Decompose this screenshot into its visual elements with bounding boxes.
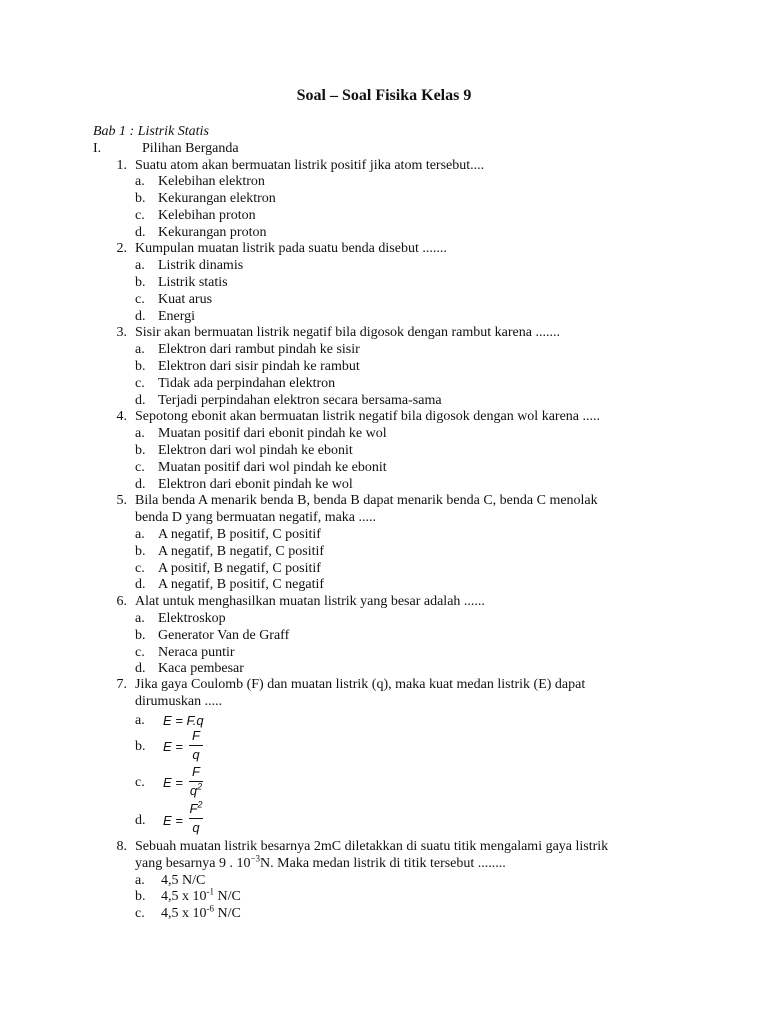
option-text: A positif, B negatif, C positif — [158, 560, 321, 576]
question-number: 1. — [116, 157, 127, 173]
option-text — [161, 886, 681, 906]
text-part: N/C — [214, 889, 241, 905]
denominator: q — [192, 819, 200, 835]
section-label: Pilihan Berganda — [142, 141, 239, 156]
option-label: b. — [135, 275, 146, 291]
option-label: c. — [135, 459, 145, 475]
option-text: Elektroskop — [158, 611, 226, 627]
exponent: 2 — [197, 781, 203, 792]
option-item — [0, 477, 768, 494]
option-item — [0, 292, 768, 309]
option-item — [0, 426, 768, 443]
formula-a: E = F.q — [163, 712, 204, 728]
option-label: c. — [135, 375, 145, 391]
option-label: d. — [135, 224, 146, 240]
option-label: b. — [135, 443, 146, 459]
question-line: Alat untuk menghasilkan muatan listrik yang besar adalah ...... — [135, 594, 485, 610]
option-text: Energi — [158, 308, 196, 324]
option-d — [0, 801, 768, 839]
formula-lhs: E = — [163, 738, 183, 754]
fraction — [189, 799, 203, 835]
question-text — [135, 409, 675, 426]
option-item — [0, 174, 768, 191]
question-line: Sebuah muatan listrik besarnya 2mC diletakkan di suatu titik mengalami gaya listrik — [135, 839, 609, 854]
option-text: A negatif, B positif, C negatif — [158, 577, 325, 593]
option-item — [0, 258, 768, 275]
option-label: c. — [135, 906, 145, 922]
section-number: I. — [93, 141, 102, 156]
question-stem — [0, 241, 768, 258]
option-label: b. — [135, 191, 146, 207]
option-label: a. — [135, 872, 145, 888]
option-item — [0, 544, 768, 561]
option-a — [0, 711, 768, 729]
chapter-heading: Bab 1 : Listrik Statis — [93, 124, 209, 139]
option-item — [0, 342, 768, 359]
text-part: 4,5 x 10 — [161, 906, 207, 922]
option-text: Neraca puntir — [158, 644, 235, 660]
question-line — [135, 853, 506, 871]
text-part: yang besarnya 9 . 10 — [135, 855, 251, 871]
option-text: Terjadi perpindahan elektron secara bersama-sama — [158, 392, 442, 408]
question-line: Suatu atom akan bermuatan listrik positif jika atom tersebut.... — [135, 157, 485, 173]
option-item — [0, 628, 768, 645]
fraction — [189, 765, 203, 798]
question-text — [135, 839, 675, 873]
option-item — [0, 561, 768, 578]
option-label: b. — [135, 738, 146, 754]
question-text — [135, 594, 675, 611]
option-label: c. — [135, 560, 145, 576]
option-label: d. — [135, 661, 146, 677]
numerator-base: F — [189, 800, 198, 816]
numerator: F — [189, 729, 203, 746]
option-item — [0, 577, 768, 594]
question-stem — [0, 839, 768, 873]
option-c — [0, 765, 768, 801]
option-text: Listrik statis — [158, 275, 228, 291]
option-text: Elektron dari sisir pindah ke rambut — [158, 359, 360, 375]
question-number: 3. — [116, 325, 127, 341]
question-line: dirumuskan ..... — [135, 693, 223, 709]
option-item — [0, 645, 768, 662]
option-item — [0, 443, 768, 460]
question-text — [135, 677, 675, 711]
text-part: N/C — [214, 906, 241, 922]
question-text — [135, 241, 675, 258]
option-label: c. — [135, 291, 145, 307]
option-text: Generator Van de Graff — [158, 627, 290, 643]
option-item — [0, 225, 768, 242]
option-item — [0, 275, 768, 292]
option-label: d. — [135, 577, 146, 593]
option-label: c. — [135, 207, 145, 223]
option-label: d. — [135, 812, 146, 828]
question-line: benda D yang bermuatan negatif, maka ..... — [135, 510, 377, 526]
question-stem — [0, 677, 768, 711]
exponent: 2 — [197, 799, 203, 810]
option-label: c. — [135, 774, 145, 790]
option-b — [0, 886, 768, 906]
option-text — [161, 903, 681, 923]
option-text: Kekurangan proton — [158, 224, 267, 240]
option-label: b. — [135, 543, 146, 559]
question-text — [135, 493, 675, 527]
option-text: Elektron dari rambut pindah ke sisir — [158, 342, 360, 358]
question-line: Jika gaya Coulomb (F) dan muatan listrik (q), maka kuat medan listrik (E) dapat — [135, 677, 586, 692]
option-text: Elektron dari wol pindah ke ebonit — [158, 443, 353, 459]
question-line: Sisir akan bermuatan listrik negatif bila digosok dengan rambut karena ....... — [135, 325, 560, 341]
question-number: 4. — [116, 409, 127, 425]
exponent: -1 — [206, 886, 214, 897]
option-label: b. — [135, 889, 146, 905]
option-label: a. — [135, 611, 145, 627]
option-text: Muatan positif dari ebonit pindah ke wol — [158, 426, 387, 442]
option-text: A negatif, B positif, C positif — [158, 527, 321, 543]
option-item — [0, 393, 768, 410]
option-label: a. — [135, 342, 145, 358]
option-text: Elektron dari ebonit pindah ke wol — [158, 476, 353, 492]
denominator — [189, 782, 203, 798]
question-line: Kumpulan muatan listrik pada suatu benda disebut ....... — [135, 241, 447, 257]
question-8 — [0, 839, 768, 923]
option-label: b. — [135, 359, 146, 375]
question-stem — [0, 493, 768, 527]
question-7 — [0, 677, 768, 839]
text-part: N. Maka medan listrik di titik tersebut ........ — [260, 855, 506, 871]
option-item — [0, 611, 768, 628]
option-label: d. — [135, 392, 146, 408]
option-b — [0, 729, 768, 765]
option-label: b. — [135, 627, 146, 643]
option-item — [0, 527, 768, 544]
option-label: d. — [135, 308, 146, 324]
option-item — [0, 191, 768, 208]
question-stem — [0, 158, 768, 175]
fraction — [189, 729, 203, 762]
question-text — [135, 325, 675, 342]
option-text: 4,5 N/C — [161, 872, 206, 888]
text-part: 4,5 x 10 — [161, 889, 207, 905]
question-stem — [0, 325, 768, 342]
option-text: Kelebihan proton — [158, 207, 256, 223]
formula-lhs: E = — [163, 812, 183, 828]
option-text: Listrik dinamis — [158, 258, 244, 274]
option-text: Kuat arus — [158, 291, 213, 307]
option-text: Muatan positif dari wol pindah ke ebonit — [158, 459, 387, 475]
numerator — [189, 799, 203, 819]
page-title: Soal – Soal Fisika Kelas 9 — [296, 87, 472, 104]
denominator: q — [192, 746, 200, 762]
numerator: F — [189, 765, 203, 782]
option-item — [0, 376, 768, 393]
question-number: 2. — [116, 241, 127, 257]
question-number: 6. — [116, 594, 127, 610]
option-item — [0, 661, 768, 678]
option-label: a. — [135, 174, 145, 190]
exponent: -6 — [206, 903, 214, 914]
question-line: Sepotong ebonit akan bermuatan listrik negatif bila digosok dengan wol karena ..... — [135, 409, 600, 425]
option-label: d. — [135, 476, 146, 492]
option-label: c. — [135, 644, 145, 660]
option-label: a. — [135, 527, 145, 543]
option-item — [0, 460, 768, 477]
question-stem — [0, 594, 768, 611]
question-list — [0, 158, 768, 679]
option-text: A negatif, B negatif, C positif — [158, 543, 325, 559]
question-line: Bila benda A menarik benda B, benda B dapat menarik benda C, benda C menolak — [135, 493, 598, 509]
question-number: 7. — [116, 677, 127, 692]
option-text: Tidak ada perpindahan elektron — [158, 375, 336, 391]
question-text — [135, 158, 675, 175]
option-text: Kelebihan elektron — [158, 174, 265, 190]
option-label: a. — [135, 258, 145, 274]
question-stem — [0, 409, 768, 426]
question-number: 5. — [116, 493, 127, 509]
option-item — [0, 208, 768, 225]
exponent: −3 — [250, 853, 261, 864]
formula-lhs: E = — [163, 774, 183, 790]
option-item — [0, 359, 768, 376]
question-number: 8. — [116, 839, 127, 854]
option-label: a. — [135, 426, 145, 442]
option-label: a. — [135, 712, 145, 728]
denominator-base: q — [189, 782, 198, 798]
option-text: Kaca pembesar — [158, 661, 244, 677]
option-item — [0, 309, 768, 326]
option-c — [0, 903, 768, 923]
option-a — [0, 873, 768, 890]
option-text: Kekurangan elektron — [158, 191, 276, 207]
